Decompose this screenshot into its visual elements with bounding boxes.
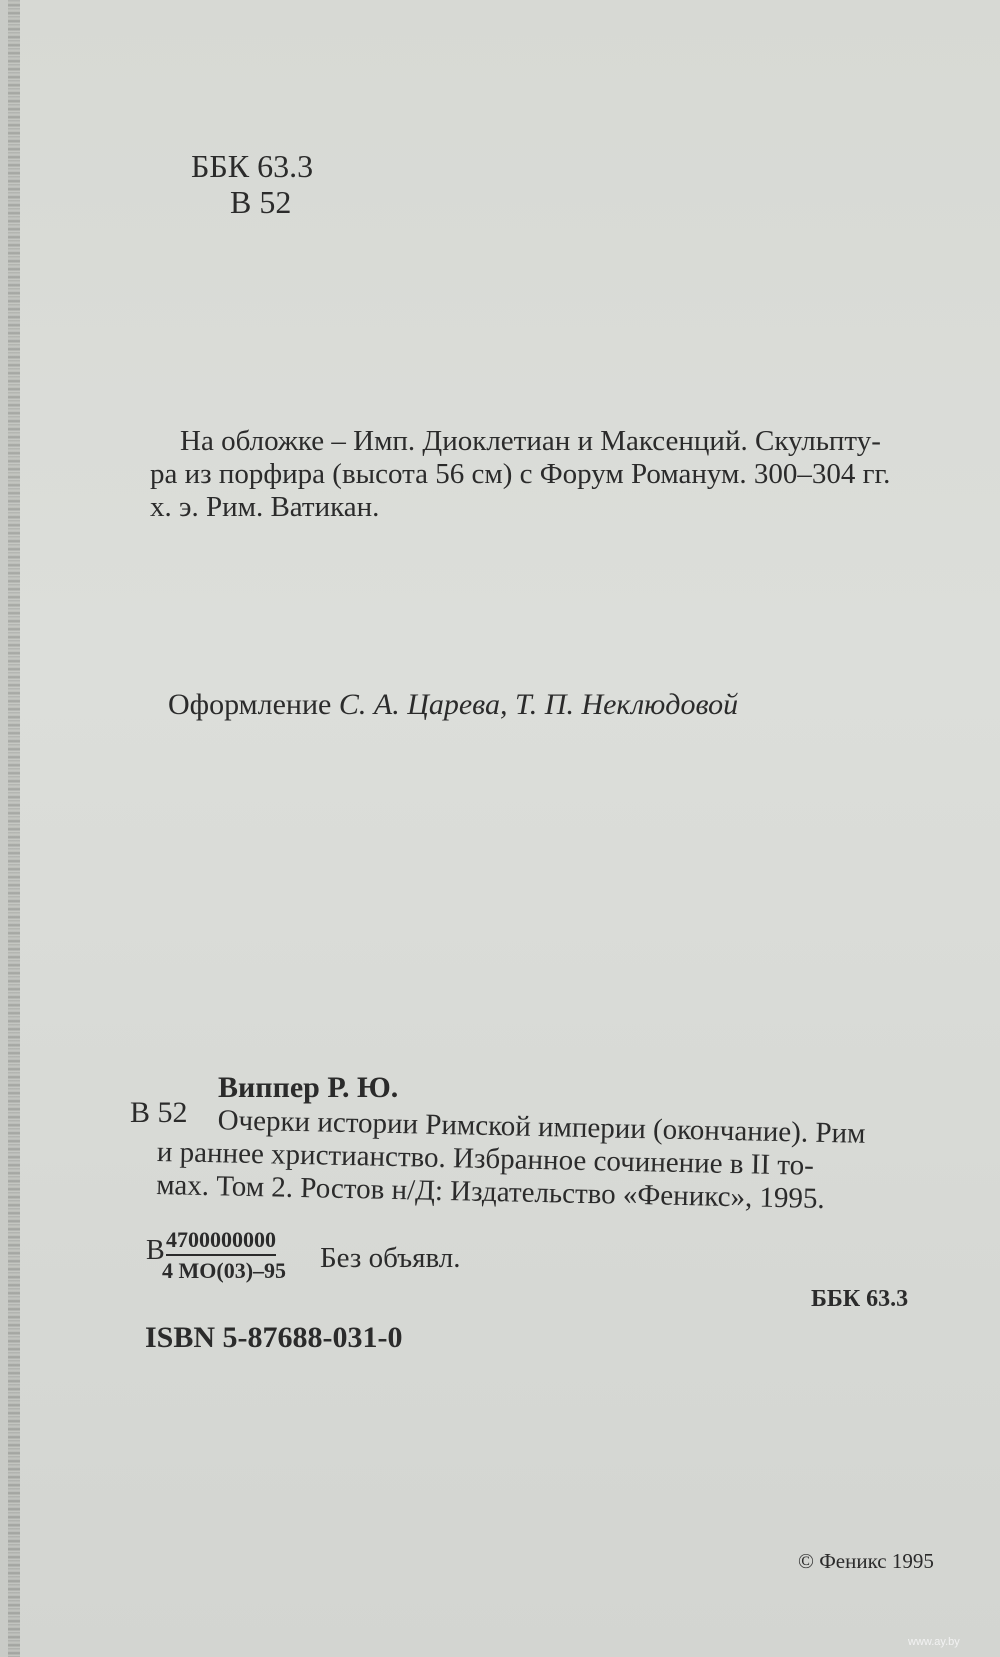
book-page [8,0,1000,1657]
catalog-description-line: мах. Том 2. Ростов н/Д: Издательство «Феникс», 1995. [155,1168,826,1215]
index-denominator: 4 МО(03)–95 [162,1258,287,1283]
catalog-author: Виппер Р. Ю. [218,1071,399,1104]
design-names: С. А. Царева, Т. П. Неклюдовой [338,688,739,721]
bbk-code-top: ББК 63.3 [191,148,314,184]
index-numerator: 4700000000 [166,1227,276,1256]
cover-note-line: ра из порфира (высота 56 см) с Форум Романум. 300–304 гг. [150,458,891,490]
cover-note-line: х. э. Рим. Ватикан. [150,491,380,523]
design-credit [168,690,738,720]
isbn: ISBN 5-87688-031-0 [145,1321,403,1354]
cover-note-line: На обложке – Имп. Диоклетиан и Максенций. Скульпту- [180,425,881,457]
catalog-author-sign: В 52 [130,1096,188,1129]
copyright-notice: © Феникс 1995 [798,1549,934,1573]
page-edge [8,0,20,1657]
bbk-code-bottom: ББК 63.3 [811,1286,909,1312]
catalog-description-line: Очерки истории Римской империи (окончание). Рим [217,1104,866,1150]
site-watermark: www.ay.by [908,1636,960,1648]
index-letter: В [146,1235,165,1266]
design-label: Оформление [168,688,339,721]
cover-note [150,425,1000,524]
author-sign-top: В 52 [230,184,292,220]
catalog-description [156,1103,958,1219]
price-note: Без объявл. [320,1242,461,1274]
catalog-description-line: и раннее христианство. Избранное сочинение в II то- [156,1135,815,1182]
